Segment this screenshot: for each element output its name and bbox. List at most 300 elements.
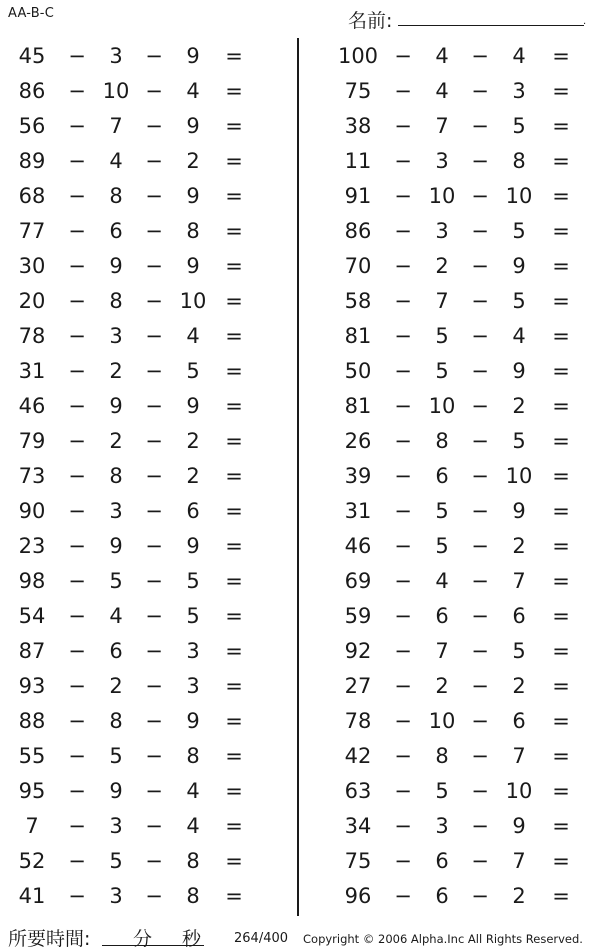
minuend: 31 [344, 499, 372, 523]
subtrahend-1: 3 [109, 499, 123, 523]
equals-sign: = [225, 464, 243, 488]
minuend: 87 [18, 639, 46, 663]
minus-sign: − [68, 394, 86, 418]
subtrahend-1: 8 [435, 744, 449, 768]
minus-sign: − [471, 814, 489, 838]
minuend: 52 [18, 849, 46, 873]
subtrahend-2: 9 [512, 499, 526, 523]
equals-sign: = [552, 744, 570, 768]
minuend: 46 [344, 534, 372, 558]
minuend: 77 [18, 219, 46, 243]
name-blank-line [398, 25, 584, 26]
subtrahend-2: 9 [186, 534, 200, 558]
minuend: 93 [18, 674, 46, 698]
minus-sign: − [145, 44, 163, 68]
equals-sign: = [225, 884, 243, 908]
minuend: 42 [344, 744, 372, 768]
equals-sign: = [552, 674, 570, 698]
minutes-label: 分 [133, 928, 153, 950]
minuend: 92 [344, 639, 372, 663]
minuend: 88 [18, 709, 46, 733]
minus-sign: − [471, 709, 489, 733]
minus-sign: − [145, 604, 163, 628]
subtrahend-1: 5 [435, 359, 449, 383]
minus-sign: − [145, 464, 163, 488]
subtrahend-1: 10 [428, 184, 456, 208]
problem-row [0, 636, 600, 666]
equals-sign: = [552, 884, 570, 908]
subtrahend-2: 8 [186, 219, 200, 243]
subtrahend-2: 7 [512, 744, 526, 768]
subtrahend-1: 9 [109, 779, 123, 803]
minuend: 58 [344, 289, 372, 313]
minus-sign: − [145, 674, 163, 698]
minus-sign: − [68, 149, 86, 173]
subtrahend-1: 5 [109, 744, 123, 768]
minus-sign: − [394, 569, 412, 593]
equals-sign: = [225, 289, 243, 313]
minus-sign: − [471, 569, 489, 593]
subtrahend-1: 5 [435, 499, 449, 523]
equals-sign: = [225, 394, 243, 418]
minus-sign: − [471, 184, 489, 208]
equals-sign: = [225, 709, 243, 733]
minuend: 95 [18, 779, 46, 803]
minuend: 96 [344, 884, 372, 908]
subtrahend-1: 6 [109, 639, 123, 663]
equals-sign: = [552, 429, 570, 453]
problem-row [0, 601, 600, 631]
subtrahend-1: 3 [435, 219, 449, 243]
minus-sign: − [145, 149, 163, 173]
minuend: 75 [344, 849, 372, 873]
minus-sign: − [394, 324, 412, 348]
subtrahend-2: 9 [512, 254, 526, 278]
equals-sign: = [552, 254, 570, 278]
subtrahend-1: 10 [102, 79, 130, 103]
subtrahend-2: 9 [186, 114, 200, 138]
subtrahend-2: 10 [505, 779, 533, 803]
minus-sign: − [68, 219, 86, 243]
problem-row [0, 566, 600, 596]
equals-sign: = [552, 814, 570, 838]
subtrahend-2: 5 [512, 114, 526, 138]
subtrahend-1: 5 [109, 849, 123, 873]
equals-sign: = [225, 499, 243, 523]
subtrahend-1: 5 [435, 534, 449, 558]
subtrahend-1: 7 [435, 639, 449, 663]
subtrahend-2: 2 [186, 149, 200, 173]
problem-row [0, 706, 600, 736]
subtrahend-2: 9 [186, 254, 200, 278]
equals-sign: = [552, 569, 570, 593]
minus-sign: − [68, 324, 86, 348]
minus-sign: − [471, 359, 489, 383]
problem-row [0, 811, 600, 841]
subtrahend-2: 8 [512, 149, 526, 173]
minus-sign: − [394, 219, 412, 243]
problem-row [0, 741, 600, 771]
minus-sign: − [394, 114, 412, 138]
equals-sign: = [552, 499, 570, 523]
minuend: 81 [344, 394, 372, 418]
minuend: 27 [344, 674, 372, 698]
subtrahend-1: 2 [435, 674, 449, 698]
minus-sign: − [471, 534, 489, 558]
subtrahend-1: 2 [109, 429, 123, 453]
subtrahend-1: 8 [435, 429, 449, 453]
subtrahend-1: 5 [435, 779, 449, 803]
minus-sign: − [471, 849, 489, 873]
subtrahend-1: 9 [109, 254, 123, 278]
minus-sign: − [68, 184, 86, 208]
minus-sign: − [471, 324, 489, 348]
equals-sign: = [225, 639, 243, 663]
minus-sign: − [145, 324, 163, 348]
minuend: 75 [344, 79, 372, 103]
subtrahend-2: 2 [512, 884, 526, 908]
subtrahend-2: 7 [512, 569, 526, 593]
minus-sign: − [145, 79, 163, 103]
subtrahend-2: 2 [186, 429, 200, 453]
minus-sign: − [145, 114, 163, 138]
subtrahend-1: 7 [435, 114, 449, 138]
minus-sign: − [145, 534, 163, 558]
subtrahend-2: 5 [186, 569, 200, 593]
minus-sign: − [68, 779, 86, 803]
subtrahend-1: 7 [109, 114, 123, 138]
problem-row [0, 671, 600, 701]
subtrahend-2: 3 [186, 674, 200, 698]
minus-sign: − [68, 429, 86, 453]
minus-sign: − [145, 184, 163, 208]
minus-sign: − [394, 464, 412, 488]
subtrahend-2: 2 [512, 534, 526, 558]
subtrahend-1: 4 [435, 44, 449, 68]
minuend: 7 [25, 814, 39, 838]
subtrahend-1: 2 [435, 254, 449, 278]
minus-sign: − [145, 219, 163, 243]
minuend: 56 [18, 114, 46, 138]
equals-sign: = [552, 184, 570, 208]
problem-row [0, 181, 600, 211]
minuend: 63 [344, 779, 372, 803]
minus-sign: − [394, 149, 412, 173]
minus-sign: − [394, 779, 412, 803]
subtrahend-1: 6 [109, 219, 123, 243]
minuend: 20 [18, 289, 46, 313]
equals-sign: = [225, 849, 243, 873]
subtrahend-1: 8 [109, 289, 123, 313]
minuend: 100 [337, 44, 379, 68]
minus-sign: − [145, 289, 163, 313]
minus-sign: − [68, 639, 86, 663]
equals-sign: = [225, 44, 243, 68]
subtrahend-2: 9 [186, 394, 200, 418]
subtrahend-1: 3 [109, 44, 123, 68]
minus-sign: − [471, 674, 489, 698]
worksheet-code: AA-B-C [8, 6, 54, 21]
minuend: 39 [344, 464, 372, 488]
equals-sign: = [225, 429, 243, 453]
problem-row [0, 496, 600, 526]
minus-sign: − [394, 849, 412, 873]
minus-sign: − [394, 254, 412, 278]
minus-sign: − [394, 79, 412, 103]
problem-row [0, 846, 600, 876]
minus-sign: − [471, 884, 489, 908]
subtrahend-2: 5 [186, 359, 200, 383]
minus-sign: − [471, 79, 489, 103]
subtrahend-2: 9 [512, 359, 526, 383]
minus-sign: − [145, 254, 163, 278]
problem-row [0, 426, 600, 456]
minus-sign: − [394, 359, 412, 383]
equals-sign: = [552, 44, 570, 68]
problem-row [0, 531, 600, 561]
minus-sign: − [471, 254, 489, 278]
minuend: 45 [18, 44, 46, 68]
minus-sign: − [68, 709, 86, 733]
minus-sign: − [68, 814, 86, 838]
subtrahend-1: 4 [109, 604, 123, 628]
equals-sign: = [552, 639, 570, 663]
minus-sign: − [471, 44, 489, 68]
subtrahend-1: 8 [109, 184, 123, 208]
problem-row [0, 251, 600, 281]
subtrahend-2: 2 [186, 464, 200, 488]
minus-sign: − [394, 814, 412, 838]
subtrahend-2: 4 [512, 44, 526, 68]
minus-sign: − [471, 114, 489, 138]
minus-sign: − [145, 429, 163, 453]
time-taken-label: 所要時間: [8, 928, 91, 950]
minus-sign: − [471, 744, 489, 768]
minuend: 78 [18, 324, 46, 348]
minuend: 69 [344, 569, 372, 593]
problem-row [0, 286, 600, 316]
subtrahend-2: 9 [512, 814, 526, 838]
minus-sign: − [471, 429, 489, 453]
minus-sign: − [394, 709, 412, 733]
equals-sign: = [225, 254, 243, 278]
minuend: 90 [18, 499, 46, 523]
minus-sign: − [394, 499, 412, 523]
equals-sign: = [225, 744, 243, 768]
minus-sign: − [68, 534, 86, 558]
minus-sign: − [471, 604, 489, 628]
equals-sign: = [225, 359, 243, 383]
minus-sign: − [394, 184, 412, 208]
subtrahend-1: 5 [109, 569, 123, 593]
subtrahend-2: 3 [186, 639, 200, 663]
subtrahend-1: 2 [109, 674, 123, 698]
equals-sign: = [225, 674, 243, 698]
minus-sign: − [68, 744, 86, 768]
equals-sign: = [552, 604, 570, 628]
minuend: 91 [344, 184, 372, 208]
equals-sign: = [552, 289, 570, 313]
subtrahend-2: 5 [186, 604, 200, 628]
minuend: 31 [18, 359, 46, 383]
minus-sign: − [394, 639, 412, 663]
subtrahend-1: 3 [109, 884, 123, 908]
minus-sign: − [471, 394, 489, 418]
minuend: 55 [18, 744, 46, 768]
subtrahend-2: 4 [186, 814, 200, 838]
subtrahend-1: 4 [435, 569, 449, 593]
equals-sign: = [552, 114, 570, 138]
minus-sign: − [471, 219, 489, 243]
minuend: 23 [18, 534, 46, 558]
minus-sign: − [68, 499, 86, 523]
problem-row [0, 391, 600, 421]
equals-sign: = [225, 79, 243, 103]
problem-row [0, 461, 600, 491]
minus-sign: − [145, 884, 163, 908]
minus-sign: − [394, 429, 412, 453]
subtrahend-2: 2 [512, 394, 526, 418]
minuend: 86 [18, 79, 46, 103]
name-label: 名前: [348, 10, 393, 32]
equals-sign: = [552, 709, 570, 733]
minus-sign: − [68, 464, 86, 488]
minus-sign: − [68, 569, 86, 593]
subtrahend-2: 5 [512, 429, 526, 453]
minus-sign: − [68, 254, 86, 278]
minus-sign: − [68, 44, 86, 68]
subtrahend-2: 3 [512, 79, 526, 103]
subtrahend-2: 4 [512, 324, 526, 348]
subtrahend-1: 4 [109, 149, 123, 173]
equals-sign: = [552, 534, 570, 558]
minus-sign: − [68, 289, 86, 313]
minus-sign: − [68, 79, 86, 103]
subtrahend-2: 4 [186, 79, 200, 103]
minus-sign: − [68, 114, 86, 138]
equals-sign: = [552, 359, 570, 383]
equals-sign: = [225, 324, 243, 348]
minuend: 11 [344, 149, 372, 173]
subtrahend-2: 6 [512, 709, 526, 733]
subtrahend-1: 10 [428, 394, 456, 418]
subtrahend-1: 6 [435, 604, 449, 628]
minus-sign: − [145, 359, 163, 383]
subtrahend-2: 2 [512, 674, 526, 698]
subtrahend-1: 9 [109, 394, 123, 418]
minuend: 86 [344, 219, 372, 243]
subtrahend-1: 8 [109, 709, 123, 733]
minuend: 26 [344, 429, 372, 453]
subtrahend-1: 4 [435, 79, 449, 103]
minus-sign: − [145, 849, 163, 873]
minus-sign: − [145, 744, 163, 768]
subtrahend-2: 5 [512, 219, 526, 243]
equals-sign: = [552, 464, 570, 488]
equals-sign: = [552, 394, 570, 418]
subtrahend-2: 8 [186, 884, 200, 908]
subtrahend-2: 10 [179, 289, 207, 313]
equals-sign: = [225, 814, 243, 838]
equals-sign: = [552, 149, 570, 173]
subtrahend-1: 3 [435, 814, 449, 838]
minuend: 98 [18, 569, 46, 593]
minus-sign: − [145, 779, 163, 803]
page-number: 264/400 [234, 931, 289, 946]
equals-sign: = [225, 779, 243, 803]
minuend: 38 [344, 114, 372, 138]
subtrahend-2: 5 [512, 289, 526, 313]
minuend: 30 [18, 254, 46, 278]
subtrahend-2: 8 [186, 849, 200, 873]
minus-sign: − [394, 674, 412, 698]
problem-row [0, 76, 600, 106]
minuend: 50 [344, 359, 372, 383]
minuend: 81 [344, 324, 372, 348]
minus-sign: − [68, 849, 86, 873]
subtrahend-2: 7 [512, 849, 526, 873]
subtrahend-2: 6 [186, 499, 200, 523]
subtrahend-1: 10 [428, 709, 456, 733]
problem-row [0, 321, 600, 351]
equals-sign: = [552, 79, 570, 103]
minus-sign: − [145, 394, 163, 418]
equals-sign: = [225, 114, 243, 138]
minus-sign: − [68, 674, 86, 698]
minuend: 73 [18, 464, 46, 488]
minuend: 78 [344, 709, 372, 733]
subtrahend-2: 9 [186, 44, 200, 68]
equals-sign: = [225, 569, 243, 593]
minus-sign: − [394, 534, 412, 558]
minus-sign: − [68, 884, 86, 908]
minus-sign: − [471, 464, 489, 488]
equals-sign: = [225, 534, 243, 558]
equals-sign: = [225, 184, 243, 208]
minus-sign: − [394, 604, 412, 628]
minuend: 46 [18, 394, 46, 418]
subtrahend-2: 9 [186, 184, 200, 208]
equals-sign: = [225, 219, 243, 243]
equals-sign: = [552, 779, 570, 803]
minus-sign: − [394, 884, 412, 908]
minuend: 70 [344, 254, 372, 278]
subtrahend-2: 4 [186, 779, 200, 803]
minus-sign: − [394, 394, 412, 418]
minus-sign: − [145, 814, 163, 838]
minuend: 89 [18, 149, 46, 173]
problem-row [0, 881, 600, 911]
problem-row [0, 216, 600, 246]
minus-sign: − [394, 744, 412, 768]
minuend: 54 [18, 604, 46, 628]
minuend: 79 [18, 429, 46, 453]
subtrahend-1: 3 [435, 149, 449, 173]
minuend: 41 [18, 884, 46, 908]
problem-row [0, 356, 600, 386]
problem-row [0, 146, 600, 176]
minus-sign: − [145, 569, 163, 593]
minus-sign: − [394, 289, 412, 313]
subtrahend-1: 3 [109, 324, 123, 348]
problem-row [0, 41, 600, 71]
subtrahend-1: 3 [109, 814, 123, 838]
minus-sign: − [68, 359, 86, 383]
minus-sign: − [394, 44, 412, 68]
minuend: 59 [344, 604, 372, 628]
subtrahend-2: 10 [505, 184, 533, 208]
subtrahend-2: 10 [505, 464, 533, 488]
